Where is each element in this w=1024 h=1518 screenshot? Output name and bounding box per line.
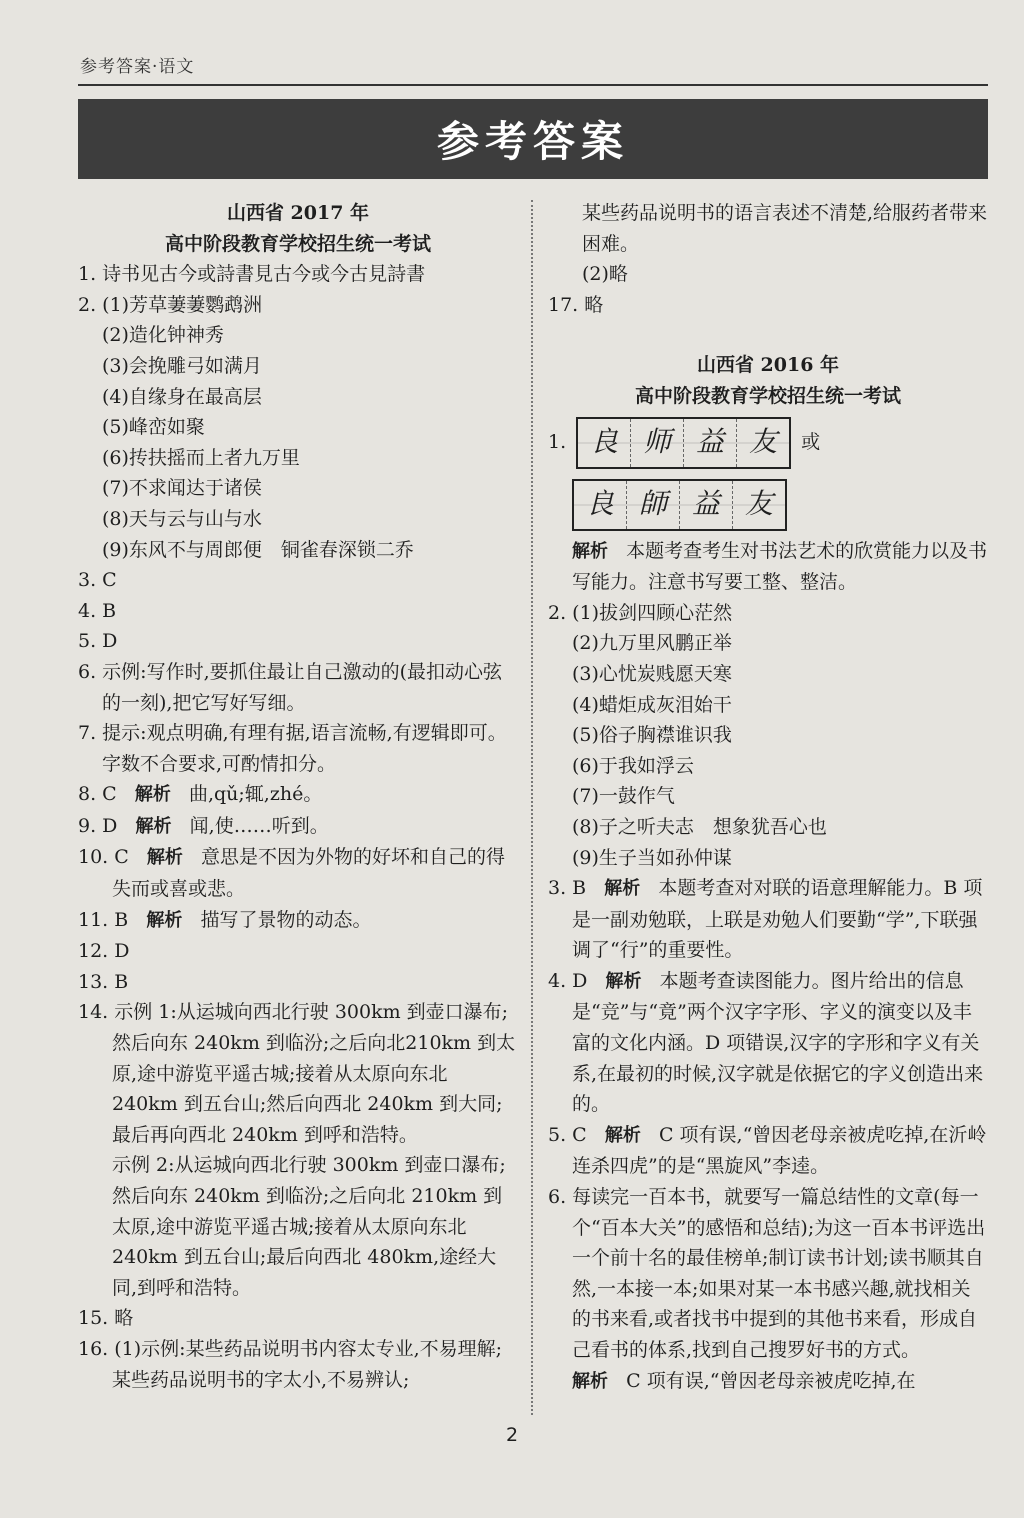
answer-6: 6. 每读完一百本书，就要写一篇总结性的文章(每一个“百本大关”的感悟和总结);为这一百本书评选出一个前十名的最佳榜单;制订读书计划;读书顺其自然,一本接一本;如果对某一本书感兴趣,就找相关的书来看,或者找书中提到的其他书来看，形成自己看书的体系,找到自己搜罗好书的方式。 <box>548 1186 986 1361</box>
analysis-label: 解析 <box>146 847 183 869</box>
answer-2-8: (8)子之听夫志 想象犹吾心也 <box>572 815 827 838</box>
analysis-label: 解析 <box>146 909 183 931</box>
answer-2-3: (3)会挽雕弓如满月 <box>102 354 262 377</box>
analysis-label: 解析 <box>572 540 608 562</box>
answer-2-7: (7)不求闻达于诸侯 <box>102 477 262 500</box>
answer-2-9: (9)东风不与周郎便 铜雀春深锁二乔 <box>102 538 414 561</box>
answer-4 <box>548 966 988 1120</box>
section-subtitle-2016: 高中阶段教育学校招生统一考试 <box>634 384 901 407</box>
answer-8-choice: 8. C <box>78 783 117 806</box>
answer-7: 7. 提示:观点明确,有理有据,语言流畅,有逻辑即可。字数不合要求,可酌情扣分。 <box>78 722 507 775</box>
answer-16-continued: 某些药品说明书的语言表述不清楚,给服药者带来困难。 <box>582 202 988 255</box>
answer-3-choice: 3. B <box>548 877 587 900</box>
answer-2-9: (9)生子当如孙仲谋 <box>572 846 732 869</box>
calligraphy-char: 良 <box>578 419 631 467</box>
answer-16: 16. (1)示例:某些药品说明书内容太专业,不易理解;某些药品说明书的字太小,不易辨认; <box>78 1337 503 1391</box>
answer-2-4: (4)自缘身在最高层 <box>102 385 262 408</box>
calligraphy-char: 师 <box>631 419 684 467</box>
answer-5: 5. D <box>78 630 118 653</box>
analysis-label: 解析 <box>604 878 641 900</box>
answer-13: 13. B <box>78 970 129 993</box>
answer-2-2: (2)造化钟神秀 <box>102 324 224 347</box>
answer-1: 1. 诗书见古今或詩書見古今或今古見詩書 <box>78 263 426 286</box>
column-divider <box>531 200 533 1415</box>
answer-6-analysis-text: C 项有误,“曾因老母亲被虎吃掉,在 <box>626 1369 916 1392</box>
calligraphy-char: 益 <box>684 419 737 467</box>
right-column <box>548 198 988 1397</box>
answer-2-2: (2)九万里风鹏正举 <box>572 632 732 655</box>
spacer <box>548 320 988 350</box>
page-title: 参考答案 <box>436 117 629 166</box>
answer-15: 15. 略 <box>78 1307 134 1330</box>
answer-14-example-1: 14. 示例 1:从运城向西北行驶 300km 到壶口瀑布;然后向东 240km 到临汾;之后向北210km 到太原,途中游览平遥古城;接着从太原向东北 240km 到五台山;然后向西北 240km 到大同;最后再向西北 240km 到呼和浩特。 <box>78 1001 516 1146</box>
answer-10-choice: 10. C <box>78 846 129 869</box>
answer-16-2: (2)略 <box>582 263 628 286</box>
answer-4: 4. B <box>78 599 117 622</box>
answer-14-example-2: 示例 2:从运城向西北行驶 300km 到壶口瀑布;然后向东 240km 到临汾;之后向北 210km 到太原,途中游览平遥古城;接着从太原向东北 240km 到五台山;最后向西北 480km,途经大同,到呼和浩特。 <box>112 1154 506 1299</box>
calligraphy-char: 師 <box>627 481 680 529</box>
answer-17: 17. 略 <box>548 293 604 316</box>
analysis-label: 解析 <box>134 784 171 806</box>
answer-2-7: (7)一鼓作气 <box>572 785 675 808</box>
answer-3: 3. C <box>78 569 117 592</box>
analysis-label: 解析 <box>135 815 172 837</box>
answer-10-text: 意思是不因为外物的好坏和自己的得失而或喜或悲。 <box>112 846 506 901</box>
answer-1-calligraphy-row <box>548 412 988 474</box>
calligraphy-char: 友 <box>733 481 785 529</box>
section-title-2016: 山西省 2016 年 <box>696 354 840 377</box>
answer-3 <box>548 873 988 966</box>
analysis-label: 解析 <box>605 970 642 992</box>
left-column <box>78 198 518 1395</box>
answer-5-text: C 项有误,“曾因老母亲被虎吃掉,在沂岭连杀四虎”的是“黑旋风”李逵。 <box>572 1123 987 1178</box>
answer-11 <box>78 905 518 937</box>
answer-2: 2. (1)芳草萋萋鹦鹉洲 <box>78 293 263 316</box>
answer-4-text: 本题考查读图能力。图片给出的信息是“竞”与“竟”两个汉字字形、字义的演变以及丰富的文化内涵。D 项错误,汉字的字形和字义有关系,在最初的时候,汉字就是依据它的字义创造出来的。 <box>572 969 984 1116</box>
answer-2-3: (3)心忧炭贱愿天寒 <box>572 662 732 685</box>
answer-2-5: (5)峰峦如聚 <box>102 416 205 439</box>
answer-4-choice: 4. D <box>548 969 588 992</box>
title-banner <box>78 99 988 179</box>
answer-6-analysis <box>548 1366 988 1398</box>
section-title-2017: 山西省 2017 年 <box>226 202 370 224</box>
answer-2-5: (5)俗子胸襟谁识我 <box>572 724 732 747</box>
answer-9-choice: 9. D <box>78 814 118 837</box>
analysis-label: 解析 <box>572 1370 608 1392</box>
answer-2-8: (8)天与云与山与水 <box>102 507 262 530</box>
answer-2-1: 2. (1)拔剑四顾心茫然 <box>548 601 733 624</box>
calligraphy-grid-1 <box>576 417 791 469</box>
answer-12: 12. D <box>78 940 130 963</box>
calligraphy-grid-2 <box>572 479 787 531</box>
answer-5-choice: 5. C <box>548 1123 587 1146</box>
page-number: 2 <box>505 1424 519 1446</box>
calligraphy-char: 益 <box>680 481 733 529</box>
answer-2-6: (6)于我如浮云 <box>572 754 694 777</box>
section-subtitle-2017: 高中阶段教育学校招生统一考试 <box>164 232 431 255</box>
answer-2-4: (4)蜡炬成灰泪始干 <box>572 693 732 716</box>
or-text: 或 <box>801 431 821 454</box>
answer-11-choice: 11. B <box>78 908 129 931</box>
running-header: 参考答案·语文 <box>80 57 195 77</box>
answer-1-analysis-text: 本题考查考生对书法艺术的欣赏能力以及书写能力。注意书写要工整、整洁。 <box>572 539 988 594</box>
calligraphy-char: 良 <box>574 481 627 529</box>
answer-9 <box>78 811 518 843</box>
answer-5 <box>548 1120 988 1182</box>
analysis-label: 解析 <box>604 1124 641 1146</box>
answer-2-6: (6)抟扶摇而上者九万里 <box>102 446 300 469</box>
calligraphy-char: 友 <box>737 419 789 467</box>
answer-8-text: 曲,qǔ;辄,zhé。 <box>188 783 323 806</box>
answer-11-text: 描写了景物的动态。 <box>200 908 372 931</box>
header-rule <box>78 84 988 86</box>
answer-8 <box>78 779 518 811</box>
answer-10 <box>78 842 518 904</box>
answer-1-number: 1. <box>548 431 567 454</box>
answer-9-text: 闻,使……听到。 <box>189 814 329 837</box>
answer-3-text: 本题考查对对联的语意理解能力。B 项是一副劝勉联，上联是劝勉人们要勤“学”,下联强调了“行”的重要性。 <box>572 877 983 962</box>
answer-1-analysis <box>548 536 988 598</box>
answer-1-calligraphy-row-2 <box>548 474 988 536</box>
answer-6: 6. 示例:写作时,要抓住最让自己激动的(最扣动心弦的一刻),把它写好写细。 <box>78 660 503 714</box>
